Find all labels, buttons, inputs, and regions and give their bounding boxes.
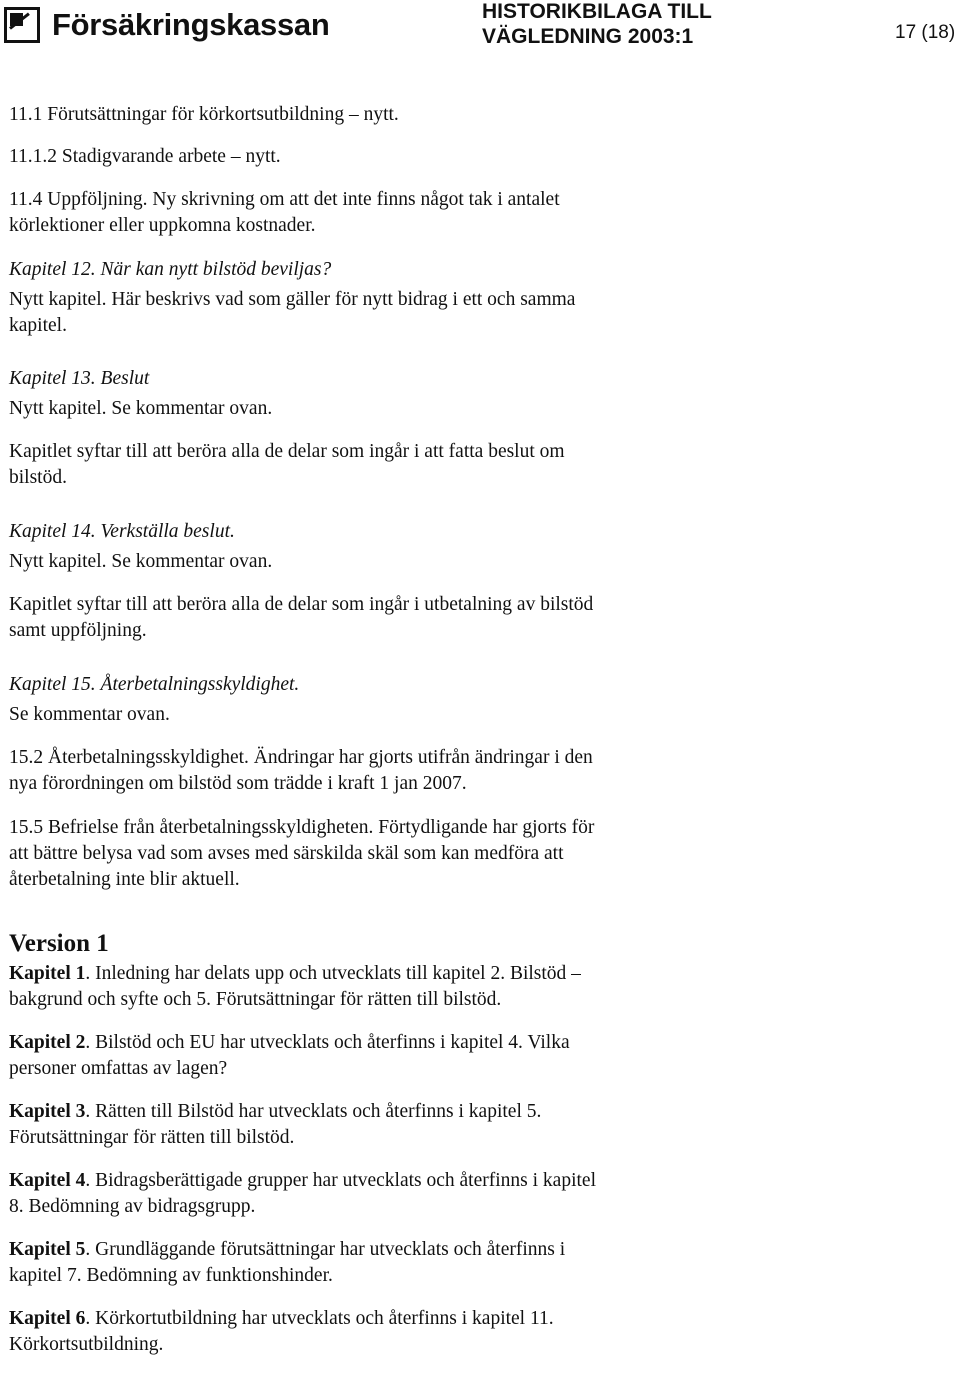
chapter-13-text-line1: Kapitlet syftar till att beröra alla de delar som ingår i att fatta beslut om — [9, 441, 565, 462]
version-1-item-text: . Rätten till Bilstöd har utvecklats och återfinns i kapitel 5. — [85, 1101, 542, 1122]
version-1-item-text-line2: bakgrund och syfte och 5. Förutsättningar för rätten till bilstöd. — [9, 989, 502, 1010]
version-1-item — [9, 961, 949, 1013]
paragraph-11-4-line2: körlektioner eller uppkomna kostnader. — [9, 215, 316, 236]
section-15-5-line1: 15.5 Befrielse från återbetalningsskyldigheten. Förtydligande har gjorts för — [9, 817, 595, 838]
document-title-line1: HISTORIKBILAGA TILL — [482, 0, 712, 23]
version-1-item-text-line2: personer omfattas av lagen? — [9, 1058, 228, 1079]
version-1-item — [9, 1030, 949, 1082]
paragraph-11-1-2: 11.1.2 Stadigvarande arbete – nytt. — [9, 146, 281, 167]
version-1-heading: Version 1 — [9, 930, 109, 957]
version-1-item-text-line2: Körkortsutbildning. — [9, 1334, 164, 1355]
version-1-item-text: . Bidragsberättigade grupper har utvecklats och återfinns i kapitel — [85, 1170, 596, 1191]
version-1-item-label: Kapitel 3 — [9, 1101, 86, 1122]
version-1-item-text: . Bilstöd och EU har utvecklats och återfinns i kapitel 4. Vilka — [85, 1032, 570, 1053]
version-1-item — [9, 1168, 949, 1220]
version-1-item-text: . Inledning har delats upp och utvecklats till kapitel 2. Bilstöd – — [85, 963, 581, 984]
chapter-12-title: Kapitel 12. När kan nytt bilstöd beviljas? — [9, 259, 332, 280]
chapter-14-note: Nytt kapitel. Se kommentar ovan. — [9, 551, 273, 572]
version-1-item-label: Kapitel 5 — [9, 1239, 86, 1260]
chapter-13-title: Kapitel 13. Beslut — [9, 368, 150, 389]
chapter-12-text-line2: kapitel. — [9, 315, 67, 336]
document-body — [9, 102, 949, 1358]
version-1-item — [9, 1237, 949, 1289]
version-1-item-label: Kapitel 6 — [9, 1308, 86, 1329]
chapter-13-note: Nytt kapitel. Se kommentar ovan. — [9, 398, 273, 419]
section-15-2-line1: 15.2 Återbetalningsskyldighet. Ändringar har gjorts utifrån ändringar i den — [9, 747, 593, 768]
logo-text: Försäkringskassan — [52, 7, 330, 42]
version-1-item-text-line2: kapitel 7. Bedömning av funktionshinder. — [9, 1265, 333, 1286]
chapter-12-text-line1: Nytt kapitel. Här beskrivs vad som gäller för nytt bidrag i ett och samma — [9, 289, 576, 310]
page-number: 17 (18) — [895, 22, 956, 43]
section-15-2-line2: nya förordningen om bilstöd som trädde i kraft 1 jan 2007. — [9, 773, 467, 794]
version-1-item-text-line2: Förutsättningar för rätten till bilstöd. — [9, 1127, 295, 1148]
chapter-15-title: Kapitel 15. Återbetalningsskyldighet. — [9, 674, 300, 695]
section-15-5-line2: att bättre belysa vad som avses med särskilda skäl som kan medföra att — [9, 843, 564, 864]
chapter-14-title: Kapitel 14. Verkställa beslut. — [9, 521, 235, 542]
version-1-item — [9, 1099, 949, 1151]
chapter-15-note: Se kommentar ovan. — [9, 704, 170, 725]
version-1-item-label: Kapitel 2 — [9, 1032, 86, 1053]
section-15-5-line3: återbetalning inte blir aktuell. — [9, 869, 240, 890]
chapter-13-text-line2: bilstöd. — [9, 467, 67, 488]
paragraph-11-4-line1: 11.4 Uppföljning. Ny skrivning om att det inte finns något tak i antalet — [9, 189, 560, 210]
version-1-item-text: . Körkortutbildning har utvecklats och återfinns i kapitel 11. — [85, 1308, 554, 1329]
version-1-item-label: Kapitel 1 — [9, 963, 86, 984]
chapter-14-text-line1: Kapitlet syftar till att beröra alla de delar som ingår i utbetalning av bilstöd — [9, 594, 594, 615]
logo-mark-icon — [4, 7, 40, 43]
version-1-item-label: Kapitel 4 — [9, 1170, 86, 1191]
paragraph-11-1: 11.1 Förutsättningar för körkortsutbildning – nytt. — [9, 104, 399, 125]
version-1-item — [9, 1306, 949, 1358]
document-title-line2: VÄGLEDNING 2003:1 — [482, 25, 694, 48]
chapter-14-text-line2: samt uppföljning. — [9, 620, 147, 641]
forsakringskassan-logo — [4, 4, 330, 46]
version-1-item-text-line2: 8. Bedömning av bidragsgrupp. — [9, 1196, 256, 1217]
version-1-item-text: . Grundläggande förutsättningar har utvecklats och återfinns i — [85, 1239, 566, 1260]
document-title — [482, 0, 712, 49]
